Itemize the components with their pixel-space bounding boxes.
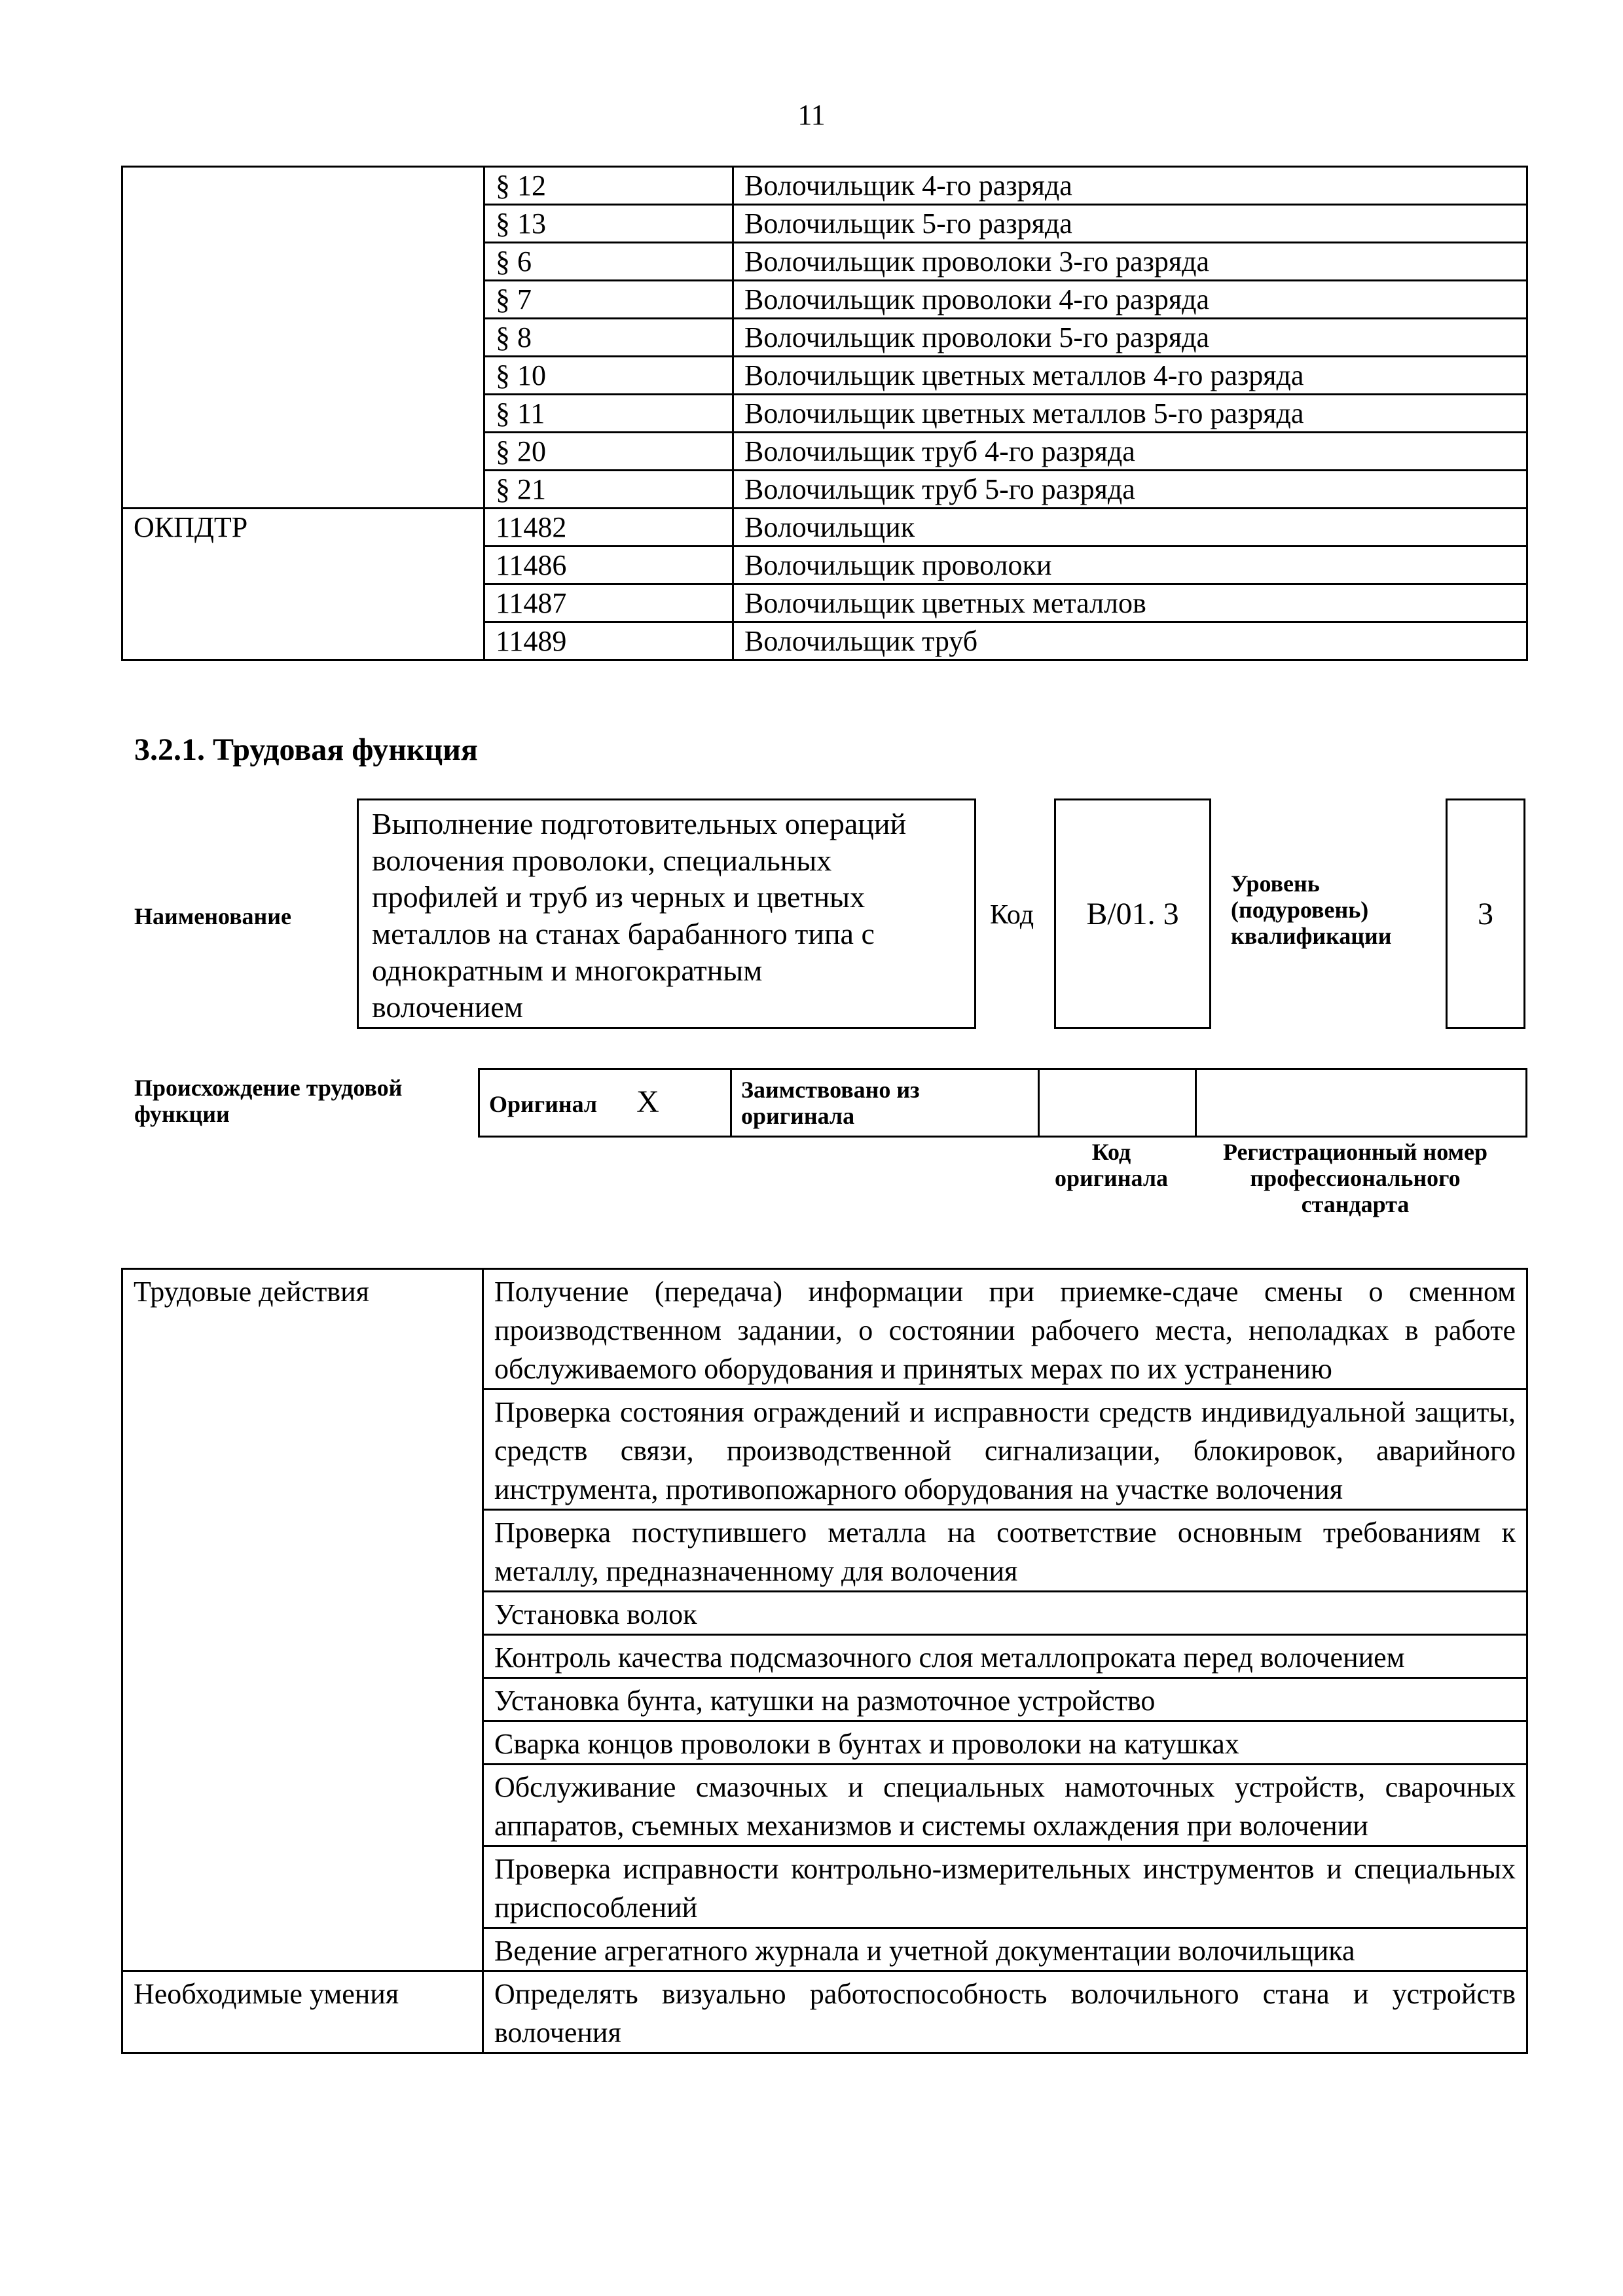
code-cell: § 21 [484, 471, 733, 509]
function-name-line: однократным и многократным [372, 954, 763, 987]
code-value: B/01. 3 [1086, 896, 1179, 931]
registration-number-caption [1185, 1139, 1525, 1217]
labor-actions-label: Трудовые действия [122, 1269, 483, 1971]
name-cell: Волочильщик цветных металлов [733, 584, 1527, 622]
level-label-line: Уровень [1231, 870, 1320, 897]
name-cell: Волочильщик цветных металлов 4-го разряда [733, 357, 1527, 395]
name-cell: Волочильщик цветных металлов 5-го разряда [733, 395, 1527, 433]
name-cell: Волочильщик труб [733, 622, 1527, 660]
name-cell: Волочильщик [733, 509, 1527, 547]
original-code-caption [1031, 1139, 1192, 1191]
caption-line: оригинала [1054, 1165, 1169, 1191]
name-cell: Волочильщик проволоки 3-го разряда [733, 243, 1527, 281]
name-cell: Волочильщик труб 5-го разряда [733, 471, 1527, 509]
name-label: Наименование [134, 903, 291, 929]
labor-action: Установка бунта, катушки на размоточное устройство [483, 1678, 1527, 1721]
name-cell: Волочильщик проволоки 5-го разряда [733, 319, 1527, 357]
labor-action: Проверка поступившего металла на соответствие основным требованиям к металлу, предназначенному для волочения [483, 1510, 1527, 1592]
code-cell: 11489 [484, 622, 733, 660]
code-value-box [1054, 798, 1211, 1029]
code-label: Код [990, 900, 1034, 930]
table-row [122, 1269, 1527, 1390]
skill: Определять визуально работоспособность волочильного стана и устройств волочения [483, 1971, 1527, 2053]
registration-number-cell [1196, 1069, 1527, 1137]
code-cell: § 20 [484, 433, 733, 471]
code-cell: § 10 [484, 357, 733, 395]
labor-action: Установка волок [483, 1592, 1527, 1635]
codes-table [121, 166, 1528, 661]
level-label [1231, 870, 1392, 949]
code-cell: § 7 [484, 281, 733, 319]
function-name-line: Выполнение подготовительных операций [372, 807, 907, 840]
borrowed-label-line: оригинала [741, 1103, 855, 1129]
caption-line: стандарта [1301, 1191, 1410, 1217]
code-cell: § 11 [484, 395, 733, 433]
section-title: 3.2.1. Трудовая функция [134, 732, 478, 767]
table-row [479, 1069, 1527, 1137]
name-cell: Волочильщик проволоки [733, 547, 1527, 584]
original-cell [479, 1069, 731, 1137]
function-name-line: металлов на станах барабанного типа с [372, 917, 875, 950]
function-name-line: профилей и труб из черных и цветных [372, 880, 866, 914]
origin-label-line: Происхождение трудовой [134, 1075, 403, 1101]
caption-line: профессионального [1250, 1165, 1461, 1191]
caption-line: Регистрационный номер [1222, 1139, 1488, 1165]
okpdtr-label: ОКПДТР [122, 509, 484, 660]
borrowed-label-line: Заимствовано из [741, 1077, 920, 1103]
table-row [122, 167, 1527, 205]
original-mark: X [636, 1084, 659, 1119]
origin-label [134, 1075, 402, 1127]
table-row [122, 1971, 1527, 2053]
name-cell: Волочильщик труб 4-го разряда [733, 433, 1527, 471]
code-cell: § 6 [484, 243, 733, 281]
table-row [122, 509, 1527, 547]
code-cell: 11487 [484, 584, 733, 622]
etks-group-cell [122, 167, 484, 509]
origin-label-line: функции [134, 1101, 230, 1127]
function-name-box [357, 798, 976, 1029]
name-cell: Волочильщик проволоки 4-го разряда [733, 281, 1527, 319]
function-name-line: волочением [372, 990, 523, 1024]
name-cell: Волочильщик 4-го разряда [733, 167, 1527, 205]
original-code-cell [1039, 1069, 1196, 1137]
labor-action: Сварка концов проволоки в бунтах и проволоки на катушках [483, 1721, 1527, 1765]
actions-table [121, 1268, 1528, 2054]
skills-label: Необходимые умения [122, 1971, 483, 2053]
labor-action: Проверка состояния ограждений и исправности средств индивидуальной защиты, средств связи, производственной сигнализации, блокировок, аварийного инструмента, противопожарного оборудования на участке волочения [483, 1390, 1527, 1510]
labor-action: Обслуживание смазочных и специальных намоточных устройств, сварочных аппаратов, съемных механизмов и системы охлаждения при волочении [483, 1765, 1527, 1846]
labor-action: Контроль качества подсмазочного слоя металлопроката перед волочением [483, 1635, 1527, 1678]
page-number: 11 [797, 99, 826, 131]
labor-action: Ведение агрегатного журнала и учетной документации волочильщика [483, 1928, 1527, 1971]
function-name-line: волочения проволоки, специальных [372, 844, 832, 877]
borrowed-cell [731, 1069, 1039, 1137]
code-cell: § 13 [484, 205, 733, 243]
code-cell: § 8 [484, 319, 733, 357]
name-cell: Волочильщик 5-го разряда [733, 205, 1527, 243]
level-value-box [1446, 798, 1525, 1029]
level-label-line: (подуровень) [1231, 897, 1369, 923]
level-value: 3 [1478, 896, 1493, 931]
labor-action: Проверка исправности контрольно-измерительных инструментов и специальных приспособлений [483, 1846, 1527, 1928]
caption-line: Код [1091, 1139, 1131, 1165]
code-cell: 11486 [484, 547, 733, 584]
code-cell: 11482 [484, 509, 733, 547]
origin-table [478, 1068, 1527, 1138]
original-label: Оригинал [489, 1090, 598, 1117]
code-cell: § 12 [484, 167, 733, 205]
level-label-line: квалификации [1231, 923, 1392, 949]
labor-action: Получение (передача) информации при приемке-сдаче смены о сменном производственном задании, о состоянии рабочего места, неполадках в работе обслуживаемого оборудования и принятых мерах по их устранению [483, 1269, 1527, 1390]
